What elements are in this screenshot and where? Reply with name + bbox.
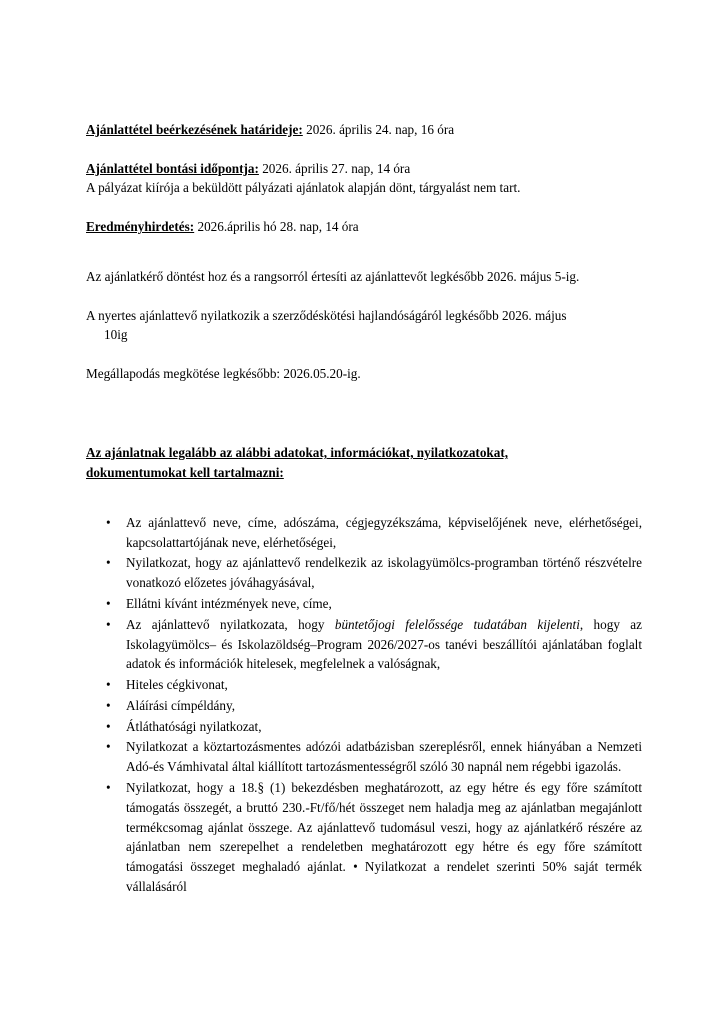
list-item bbox=[86, 737, 642, 777]
list-item bbox=[86, 717, 642, 737]
winner-declaration-cont-text: 10ig bbox=[104, 326, 128, 342]
opening-time-value: 2026. április 27. nap, 14 óra bbox=[258, 161, 411, 177]
list-item-text: Nyilatkozat a köztartozásmentes adózói adatbázisban szereplésről, ennek hiányában a Nemzeti Adó-és Vámhivatal által kiállított tartozásmentességről szóló 30 napnál nem régebbi igazolás. bbox=[126, 739, 642, 775]
deadline-label: Ajánlattétel beérkezésének határideje: bbox=[86, 122, 303, 137]
spacer bbox=[86, 139, 642, 159]
bullet-icon: • bbox=[106, 595, 111, 611]
spacer bbox=[86, 483, 642, 513]
requirements-list bbox=[86, 513, 642, 897]
list-item-text-emphasis: büntetőjogi felelőssége tudatában kijelenti bbox=[334, 616, 580, 632]
list-item bbox=[86, 675, 642, 695]
bullet-icon: • bbox=[106, 739, 111, 755]
spacer bbox=[86, 286, 642, 306]
spacer bbox=[86, 237, 642, 267]
spacer bbox=[86, 383, 642, 423]
section-heading bbox=[86, 443, 642, 483]
result-announcement-value: 2026.április hó 28. nap, 14 óra bbox=[194, 219, 359, 235]
spacer bbox=[86, 197, 642, 217]
opening-time-label: Ajánlattétel bontási időpontja: bbox=[86, 161, 259, 177]
bullet-icon: • bbox=[106, 780, 111, 796]
list-item-text: Ellátni kívánt intézmények neve, címe, bbox=[126, 595, 332, 611]
paragraph-winner-declaration: A nyertes ajánlattevő nyilatkozik a szerződéskötési hajlandóságáról legkésőbb 2026. május bbox=[86, 307, 567, 323]
paragraph-agreement-date: Megállapodás megkötése legkésőbb: 2026.05.20-ig. bbox=[86, 365, 361, 381]
list-item bbox=[86, 513, 642, 553]
list-item-text: Nyilatkozat, hogy az ajánlattevő rendelkezik az iskolagyümölcs-programban történő részvételre vonatkozó előzetes jóváhagyásával, bbox=[126, 555, 642, 591]
paragraph-deadline bbox=[86, 120, 642, 139]
paragraph-result-announcement bbox=[86, 217, 642, 236]
bullet-icon: • bbox=[106, 718, 111, 734]
list-item-text: Átláthatósági nyilatkozat, bbox=[126, 718, 262, 734]
list-item bbox=[86, 615, 642, 674]
list-item-text: Nyilatkozat, hogy a 18.§ (1) bekezdésben meghatározott, az egy hétre és egy főre számított támogatás összegét, a bruttó 230.-Ft/fő/hét összeget nem haladja meg az ajánlatban megajánlott termékcsomag ajánlat összege. Az ajánlattevő tudomásul veszi, hogy az ajánlatkérő részére az ajánlatban nem szerepelhet a rendeletben meghatározott egy hétre és egy főre számított támogatási összeget meghaladó ajánlat. • Nyilatkozat a rendelet szerinti 50% saját termék vállalásáról bbox=[126, 780, 642, 895]
paragraph-winner-declaration-cont bbox=[86, 325, 642, 344]
list-item bbox=[86, 553, 642, 593]
list-item-text: Hiteles cégkivonat, bbox=[126, 677, 228, 693]
list-item-text: Aláírási címpéldány, bbox=[126, 697, 236, 713]
deadline-value: 2026. április 24. nap, 16 óra bbox=[302, 122, 455, 137]
bullet-icon: • bbox=[106, 697, 111, 713]
bullet-icon: • bbox=[106, 514, 111, 530]
list-item-text-part3: , hogy az Iskolagyümölcs– és Iskolazöldség–Program 2026/2027-os tanévi beszállítói ajánlatában foglalt adatok és információk hitelesek, megfelelnek a valóságnak, bbox=[126, 616, 642, 672]
section-heading-line1: Az ajánlatnak legalább az alábbi adatokat, információkat, nyilatkozatokat, bbox=[86, 445, 509, 461]
list-item bbox=[86, 594, 642, 614]
paragraph-decision-notice: Az ajánlatkérő döntést hoz és a rangsorról értesíti az ajánlattevőt legkésőbb 2026. május 5-ig. bbox=[86, 268, 580, 284]
spacer bbox=[86, 344, 642, 364]
list-item-text-part1: Az ajánlattevő nyilatkozata, hogy bbox=[126, 616, 335, 632]
document-body bbox=[86, 120, 642, 898]
list-item-text: Az ajánlattevő neve, címe, adószáma, cégjegyzékszáma, képviselőjének neve, elérhetőségei, kapcsolattartójának neve, elérhetőségei, bbox=[126, 514, 642, 550]
spacer bbox=[86, 423, 642, 443]
section-heading-line2: dokumentumokat kell tartalmazni: bbox=[86, 464, 284, 480]
paragraph-no-negotiation: A pályázat kiírója a beküldött pályázati ajánlatok alapján dönt, tárgyalást nem tart. bbox=[86, 180, 521, 196]
list-item bbox=[86, 696, 642, 716]
paragraph-opening-time bbox=[86, 159, 642, 178]
bullet-icon: • bbox=[106, 677, 111, 693]
bullet-icon: • bbox=[106, 616, 111, 632]
list-item bbox=[86, 778, 642, 897]
result-announcement-label: Eredményhirdetés: bbox=[86, 219, 195, 235]
bullet-icon: • bbox=[106, 555, 111, 571]
